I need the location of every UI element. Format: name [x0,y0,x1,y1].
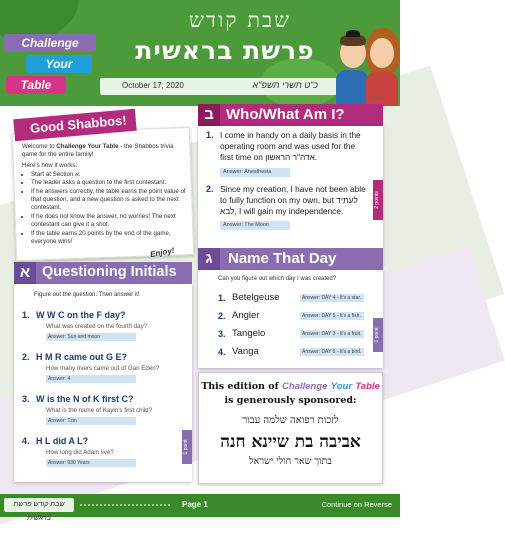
how-it-works-list [31,171,190,247]
day-word: Vanga [232,346,259,357]
points-tab: 1 point [182,430,192,464]
list-item: • If he answers correctly, the table earns the point value of that question, and a new question is asked to the next contestant. [31,188,190,213]
questioning-initials-intro: Figure out the question. Then answer it! [34,292,140,298]
footer-parsha: שבת קודש פרשת בראשית [4,498,74,512]
initials-expanded: How long did Adam live? [46,449,114,456]
initials-expanded: What is the name of Kayin's first child? [46,407,153,414]
initials-answer: Answer: Tzin [46,417,136,425]
item-number: 3. [218,329,226,339]
footer-divider [80,504,170,506]
list-item: • Start at Section א. [31,171,190,179]
item-number: 4. [22,436,30,446]
section-letter-gimel: ג [198,248,220,270]
initials-answer: Answer: 4 [46,375,136,383]
list-item: • If the table earns 20 points by the end of the game, everyone wins! [31,230,190,246]
item-number: 1. [218,293,226,303]
how-it-works-label: Here's how it works: [22,162,78,170]
sponsor-line-1: This edition of Challenge Your Table [201,381,380,392]
english-date: October 17, 2020 [122,81,184,90]
sponsor-line-2: is generously sponsored: [224,395,357,406]
continue-link[interactable]: Continue on Reverse [321,500,392,509]
good-shabbos-text [22,143,190,247]
dedication-line-3: בתוך שאר חולי ישראל [249,456,332,467]
points-tab: 2 points [373,180,383,220]
item-number: 2. [22,352,30,362]
logo-challenge: Challenge [4,34,96,52]
day-answer: Answer: DAY 5 - It's a fish. [300,312,364,320]
day-answer: Answer: DAY 4 - It's a star. [300,294,364,302]
page-number: Page 1 [182,500,208,509]
who-what-answer-2: Answer: The Moon [220,221,290,230]
welcome-text: Welcome to Challenge Your Table - the Shabbos trivia game for the entire family! [22,143,174,159]
item-number: 2. [218,311,226,321]
initials-question: W W C on the F day? [36,310,126,320]
logo-table: Table [6,76,66,94]
who-what-answer-1: Answer: Anesthesia [220,168,290,177]
good-shabbos-title: Good Shabbos! [13,109,136,142]
who-what-question-2: Since my creation, I have not been able to fully function on my own, but לעתיד לבא, I will gain my independence. [220,184,366,216]
initials-expanded: What was created on the fourth day? [46,323,148,330]
initials-question: W is the N of K first C? [36,394,134,404]
shabbos-kodesh-title: שבת קודש [188,8,292,32]
kids-illustration [334,2,400,106]
name-that-day-intro: Can you figure out which day I was created? [218,276,337,282]
section-letter-aleph: א [14,262,36,284]
initials-question: H M R came out G E? [36,352,128,362]
question-number: 1. [206,130,214,140]
dedication-line-1: לזכות רפואה שלמה עבור [242,415,339,426]
date-bar [100,78,340,95]
who-what-title: Who/What Am I? [226,106,345,123]
hebrew-date: כ"ט תשרי תשפ"א [252,80,318,90]
name-that-day-title: Name That Day [228,250,337,267]
points-tab: 1 point [373,318,383,352]
item-number: 4. [218,347,226,357]
day-word: Angler [232,310,260,321]
section-letter-bet: ב [198,104,220,126]
item-number: 1. [22,310,30,320]
parsha-title: פרשת בראשית [135,36,315,65]
footer-bar [0,494,400,522]
day-word: Betelgeuse [232,292,280,303]
item-number: 3. [22,394,30,404]
challenge-your-table-logo [4,34,104,97]
day-answer: Answer: DAY 3 - It's a fruit. [300,330,364,338]
who-what-question-1: I come in handy on a daily basis in the operating room and was used for the first time on אדה"ר הראשון. [220,130,361,162]
section-tag: "עגלה" [370,96,385,102]
logo-your: Your [26,55,92,73]
initials-question: H L did A L? [36,436,89,446]
initials-answer: Answer: Sun and moon [46,333,136,341]
dedication-name: אביבה בת שיינא חנה [220,432,361,452]
question-number: 2. [206,184,214,194]
enjoy-note: Enjoy! [149,245,176,260]
initials-answer: Answer: 930 Years [46,459,136,467]
day-answer: Answer: DAY 5 - It's a bird. [300,348,364,356]
list-item: • The leader asks a question to the first contestant. [31,179,190,187]
questioning-initials-title: Questioning Initials [42,264,177,280]
day-word: Tangelo [232,328,266,339]
list-item: • If he does not know the answer, no worries! The next contestant can give it a shot. [31,213,190,229]
initials-expanded: How many rivers came out of Gan Eden? [46,365,160,372]
